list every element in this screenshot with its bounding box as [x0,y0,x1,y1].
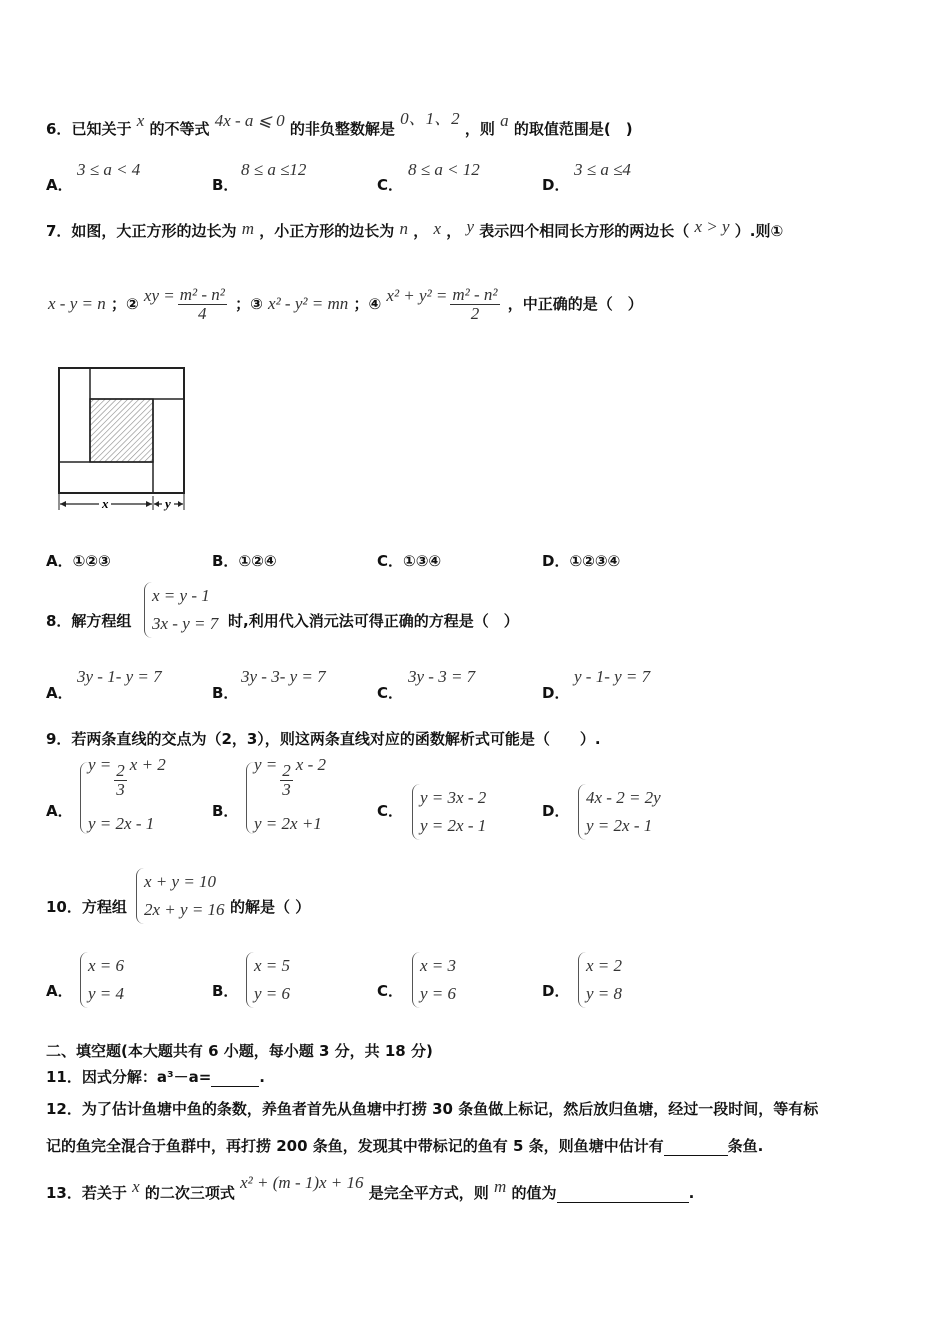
q8-option-c-expr: 3y - 3 = 7 [408,667,476,686]
q11-answer-blank[interactable] [211,1068,259,1087]
q6-option-d-label: D． [542,176,570,194]
q8-option-a-label: A． [46,684,73,702]
statement-2-fraction: $\frac{\text{m² - n²}}{4}$ [179,285,225,323]
q6-option-c-expr: 8 ≤ a < 12 [408,160,480,179]
q9-option-a-system: y = $\frac{2}{3}$ x + 2 y = 2x - 1 [80,762,166,834]
q8-option-b-label: B． [212,684,239,702]
q6-inequality: 4x - a ⩽ 0 [214,111,285,130]
q9-option-d-system: 4x - 2 = 2y y = 2x - 1 [578,784,661,840]
q7-option-a: A．①②③ [46,552,111,570]
q13: 13．若关于 x 的二次三项式 x² + (m - 1)x + 16 是完全平方式，则 m 的值为 . [46,1173,695,1202]
q8-option-a-expr: 3y - 1- y = 7 [77,667,162,686]
statement-4: x² + y² = [386,286,448,305]
q8-stem-end: 时,利用代入消元法可得正确的方程是（ ） [228,612,519,630]
q10-stem-end: 的解是（ ） [230,898,311,916]
q9-option-b-system: y = $\frac{2}{3}$ x - 2 y = 2x +1 [246,762,326,834]
q9-option-a-label: A． [46,802,73,820]
q6-option-d-expr: 3 ≤ a ≤4 [574,160,631,179]
q9-option-b-label: B． [212,802,239,820]
q13-answer-blank[interactable] [557,1184,689,1203]
q7-stem-line1: 7．如图，大正方形的边长为 m ，小正方形的边长为 n ， x ， y 表示四个相同长方形的两边长（ x > y ）.则① [46,217,784,240]
q8-option-d-expr: y - 1- y = 7 [574,667,651,686]
q10-option-c-label: C． [377,982,404,1000]
q10-option-a-label: A． [46,982,73,1000]
q9-stem: 9．若两条直线的交点为（2，3），则这两条直线对应的函数解析式可能是（ ）. [46,730,601,748]
q9-option-c-label: C． [377,802,404,820]
statement-2: xy = [143,286,175,305]
q9-option-c-system: y = 3x - 2 y = 2x - 1 [412,784,486,840]
q6-option-b-expr: 8 ≤ a ≤12 [241,160,307,179]
section-2-heading: 二、填空题(本大题共有 6 小题，每小题 3 分，共 18 分) [46,1042,433,1060]
q6-option-c-label: C． [377,176,404,194]
figure-label-x: x [102,496,109,511]
q8-option-b-expr: 3y - 3- y = 7 [241,667,326,686]
q6-var-x: x [136,111,145,130]
q10-system: x + y = 10 2x + y = 16 [136,868,225,924]
q6-option-a-expr: 3 ≤ a < 4 [77,160,141,179]
q10-option-a-system: x = 6 y = 4 [80,952,124,1008]
q12-line2: 记的鱼完全混合于鱼群中，再打捞 200 条鱼，发现其中带标记的鱼有 5 条，则鱼塘中估计有 条鱼. [46,1137,764,1155]
q10-stem-start: 10．方程组 [46,898,127,916]
statement-4-fraction: $\frac{\text{m² - n²}}{2}$ [452,285,498,323]
statement-1: x - y = n [48,294,106,313]
q7-statements: x - y = n ；② xy = $\frac{\text{m² - n²}}{4}$ ；③ x² - y² = mn ；④ x² + y² = $\frac{\text{m² - n²}}{2}$ ，中正确的是（ ） [48,285,643,323]
q7-option-d: D．①②③④ [542,552,621,570]
q11: 11．因式分解：a³－a= . [46,1068,265,1086]
figure-label-y: y [165,496,171,511]
q8-option-c-label: C． [377,684,404,702]
q10-option-d-label: D． [542,982,570,1000]
q13-trinomial: x² + (m - 1)x + 16 [240,1173,364,1192]
q12-answer-blank[interactable] [664,1137,728,1156]
q8-stem-start: 8．解方程组 [46,612,132,630]
q12-line1: 12．为了估计鱼塘中鱼的条数，养鱼者首先从鱼塘中打捞 30 条鱼做上标记，然后放归鱼塘，经过一段时间，等有标 [46,1100,819,1118]
q10-option-b-label: B． [212,982,239,1000]
q8-option-d-label: D． [542,684,570,702]
q10-option-c-system: x = 3 y = 6 [412,952,456,1008]
q8-system: x = y - 1 3x - y = 7 [144,582,218,638]
q10-option-b-system: x = 5 y = 6 [246,952,290,1008]
q6-option-b-label: B． [212,176,239,194]
q6-option-a-label: A． [46,176,73,194]
q6-solutions: 0、1、2 [400,109,460,128]
inner-square [90,399,153,462]
q6-stem: 6．已知关于 x 的不等式 4x - a ⩽ 0 的非负整数解是 0、1、2 ，则 a 的取值范围是( ) [46,109,633,138]
q7-option-c: C．①③④ [377,552,442,570]
q6-var-a: a [500,111,509,130]
q9-option-d-label: D． [542,802,570,820]
q10-option-d-system: x = 2 y = 8 [578,952,622,1008]
squares-figure [55,364,190,514]
statement-3: x² - y² = mn [268,294,349,313]
q7-option-b: B．①②④ [212,552,277,570]
